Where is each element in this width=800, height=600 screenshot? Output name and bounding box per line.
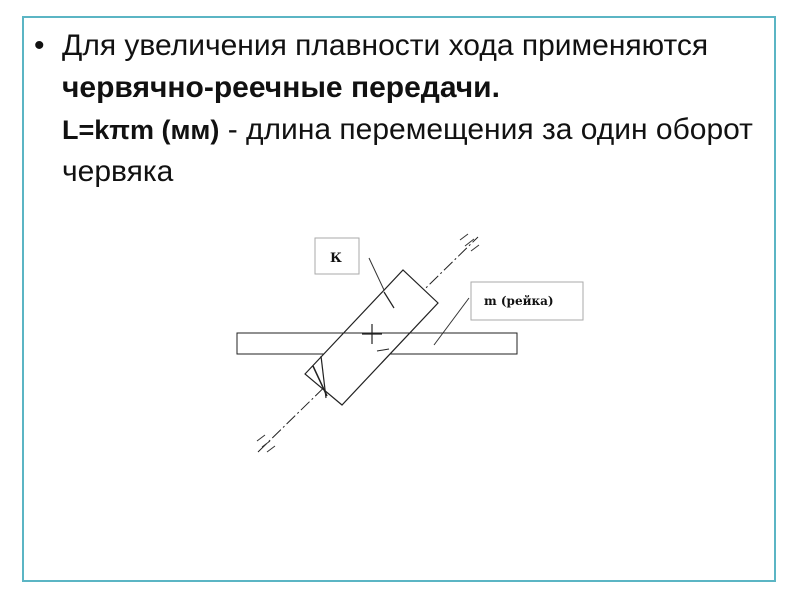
emphasis-text: червячно-реечные передачи. xyxy=(62,71,500,104)
formula-description: - длина перемещения за один оборот червяка xyxy=(62,113,753,188)
intro-text: Для увеличения плавности хода применяются xyxy=(62,29,709,62)
axis-hatch-top xyxy=(460,234,479,251)
leader-k xyxy=(369,258,384,290)
label-m: m (рейка) xyxy=(484,294,554,308)
label-k: К xyxy=(330,251,342,266)
bullet-symbol: • xyxy=(34,29,45,62)
formula-text: L=kπm (мм) xyxy=(62,115,220,145)
